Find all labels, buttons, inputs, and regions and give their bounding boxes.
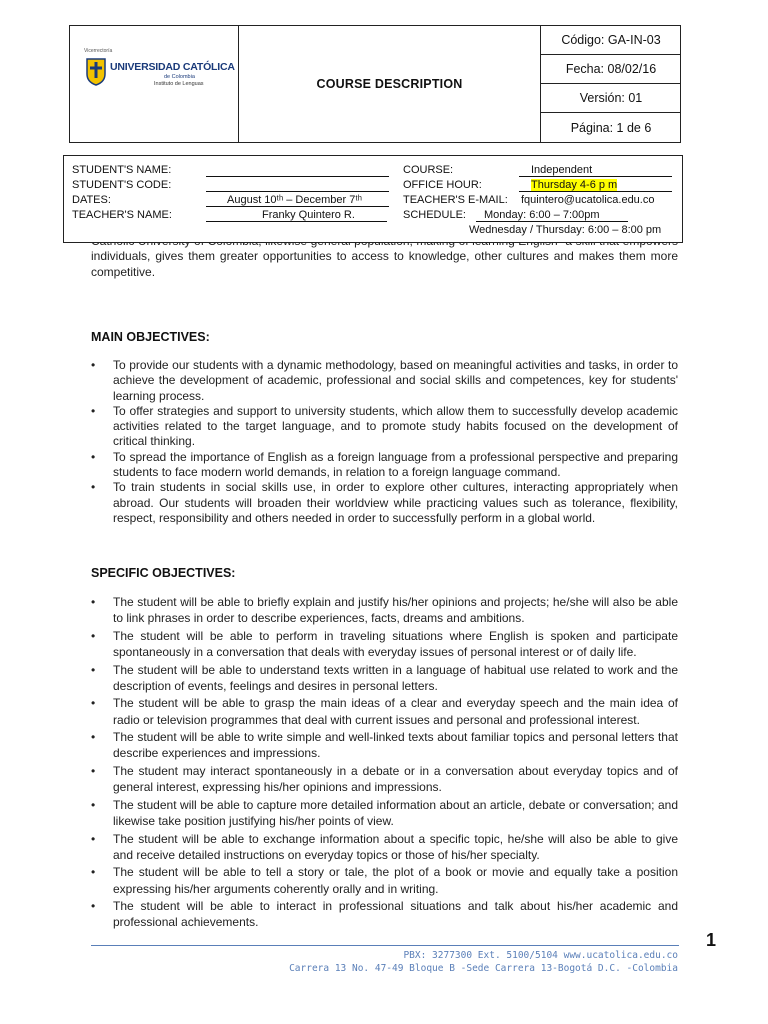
- specific-objective-text: The student will be able to exchange information about a specific topic, he/she will also be able to give and receive detailed instructions on everyday topics or those of his/her specialty.: [113, 831, 678, 862]
- main-objective-text: To spread the importance of English as a foreign language from a professional perspective and preparing students to face modern world demands, in relation to a foreign language command.: [113, 449, 678, 480]
- logo-small-text: Vicerrectoría: [84, 48, 113, 54]
- teacher-email-label: TEACHER'S E-MAIL:: [403, 194, 508, 206]
- doc-code: Código: GA-IN-03: [541, 26, 681, 55]
- list-item: [91, 450, 678, 481]
- teacher-name-value: Franky Quintero R.: [262, 209, 355, 221]
- list-item: [91, 763, 678, 795]
- student-code-label: STUDENT'S CODE:: [72, 179, 172, 191]
- specific-objective-text: The student will be able to grasp the main ideas of a clear and everyday speech and the main idea of radio or television programmes that deal with current issues and personal and professional interest.: [113, 696, 678, 727]
- university-logo: [84, 48, 235, 118]
- course-label: COURSE:: [403, 164, 454, 176]
- list-item: [91, 695, 678, 727]
- bullet-icon: •: [91, 449, 96, 464]
- bullet-icon: •: [91, 595, 96, 609]
- main-objective-text: To train students in social skills use, in order to explore other cultures, interacting appropriately when abroad. Our students will broaden their worldview while practicing values such as tolerance, flexibility, respect, responsibility and others needed in order to successfully perform in a global world.: [113, 480, 678, 525]
- bullet-icon: •: [91, 480, 96, 495]
- doc-page: Página: 1 de 6: [570, 120, 652, 135]
- list-item: [91, 404, 678, 450]
- main-objectives-list: [91, 358, 678, 526]
- office-hour-label: OFFICE HOUR:: [403, 179, 482, 191]
- schedule-value-2: Wednesday / Thursday: 6:00 – 8:00 pm: [469, 224, 662, 236]
- schedule-value-1: Monday: 6:00 – 7:00pm: [484, 209, 600, 221]
- specific-objective-text: The student will be able to perform in traveling situations where English is spoken and participate spontaneously in a conversation that deals with everyday issues of personal interest or of daily life.: [113, 628, 678, 659]
- bullet-icon: •: [91, 662, 96, 677]
- doc-date: Fecha: 08/02/16: [541, 55, 681, 84]
- specific-objective-text: The student will be able to tell a story or tale, the plot of a book or movie and equally take a position expressing his/her arguments coherently orally and in writing.: [113, 865, 678, 896]
- shield-icon: [86, 58, 106, 86]
- student-name-field[interactable]: [206, 164, 389, 177]
- specific-objective-text: The student will be able to interact in professional situations and talk about his/her academic and professional achievements.: [113, 899, 678, 930]
- bullet-icon: •: [91, 403, 96, 418]
- main-objective-text: To offer strategies and support to university students, which allow them to successfully develop academic activities related to the target language, and to promote study habits focused on the development of critical thinking.: [113, 403, 678, 449]
- logo-cell: [70, 26, 239, 142]
- list-item: [91, 831, 678, 863]
- logo-name: [110, 61, 235, 73]
- main-objectives-heading: MAIN OBJECTIVES:: [91, 330, 210, 344]
- document-title: COURSE DESCRIPTION: [239, 26, 541, 142]
- intro-text: individuals, gives them greater opportunities to access to knowledge, other cultures and makes them more competitive.: [91, 249, 678, 279]
- specific-objective-text: The student will be able to briefly explain and justify his/her opinions and projects; he/she will also be able to link phrases in order to describe experiences, facts, dreams and ambitions.: [113, 595, 678, 626]
- doc-version: Versión: 01: [541, 84, 681, 113]
- page-number: 1: [706, 930, 717, 950]
- dates-label: DATES:: [72, 194, 111, 206]
- bullet-icon: •: [91, 899, 96, 914]
- student-info-box: [63, 155, 683, 243]
- specific-objective-text: The student will be able to capture more detailed information about an article, debate or conversation; and likewise take position justifying his/her points of view.: [113, 797, 678, 828]
- list-item: [91, 797, 678, 829]
- specific-objective-text: The student will be able to write simple and well-linked texts about familiar topics and personal letters that describe experiences and impressions.: [113, 730, 678, 761]
- teacher-name-label: TEACHER'S NAME:: [72, 209, 172, 221]
- logo-country: de Colombia: [164, 74, 195, 80]
- logo-institute: Instituto de Lenguas: [154, 81, 204, 87]
- document-meta: [541, 26, 681, 142]
- logo-name-b: CATÓLICA: [182, 61, 235, 73]
- list-item: [91, 662, 678, 694]
- list-item: [91, 729, 678, 761]
- teacher-email-value[interactable]: fquintero@ucatolica.edu.co: [521, 194, 655, 206]
- main-objective-text: To provide our students with a dynamic methodology, based on meaningful activities and tasks, in order to achieve the development of academic, professional and social skills and competences, key for students' learning process.: [113, 358, 678, 403]
- specific-objective-text: The student will be able to understand texts written in a language of habitual use related to work and the description of events, feelings and desires in personal letters.: [113, 662, 678, 693]
- list-item: [91, 628, 678, 660]
- bullet-icon: •: [91, 797, 96, 812]
- list-item: [91, 480, 678, 526]
- course-value: Independent: [531, 164, 593, 176]
- logo-name-a: UNIVERSIDAD: [110, 61, 181, 73]
- bullet-icon: •: [91, 831, 96, 846]
- bullet-icon: •: [91, 696, 96, 711]
- schedule-label: SCHEDULE:: [403, 209, 466, 221]
- list-item: [91, 594, 678, 626]
- specific-objectives-heading: SPECIFIC OBJECTIVES:: [91, 566, 236, 580]
- dates-value: August 10ᵗʰ – December 7ᵗʰ: [227, 194, 362, 206]
- footer-address: Carrera 13 No. 47-49 Bloque B -Sede Carrera 13-Bogotá D.C. -Colombia: [289, 963, 678, 974]
- student-code-field[interactable]: [206, 179, 389, 192]
- student-name-label: STUDENT'S NAME:: [72, 164, 172, 176]
- document-header-table: [69, 25, 681, 143]
- footer-divider: [91, 945, 679, 946]
- specific-objectives-list: [91, 594, 678, 932]
- specific-objective-text: The student may interact spontaneously in a debate or in a conversation about everyday topics and of general interest, expressing his/her opinions and impressions.: [113, 763, 678, 795]
- bullet-icon: •: [91, 628, 96, 643]
- bullet-icon: •: [91, 865, 96, 880]
- list-item: [91, 864, 678, 896]
- bullet-icon: •: [91, 763, 96, 778]
- footer-contact: PBX: 3277300 Ext. 5100/5104 www.ucatolica.edu.co: [403, 950, 678, 961]
- bullet-icon: •: [91, 730, 96, 745]
- list-item: [91, 898, 678, 930]
- bullet-icon: •: [91, 358, 96, 372]
- list-item: [91, 358, 678, 404]
- office-hour-value: Thursday 4-6 p m: [531, 179, 618, 191]
